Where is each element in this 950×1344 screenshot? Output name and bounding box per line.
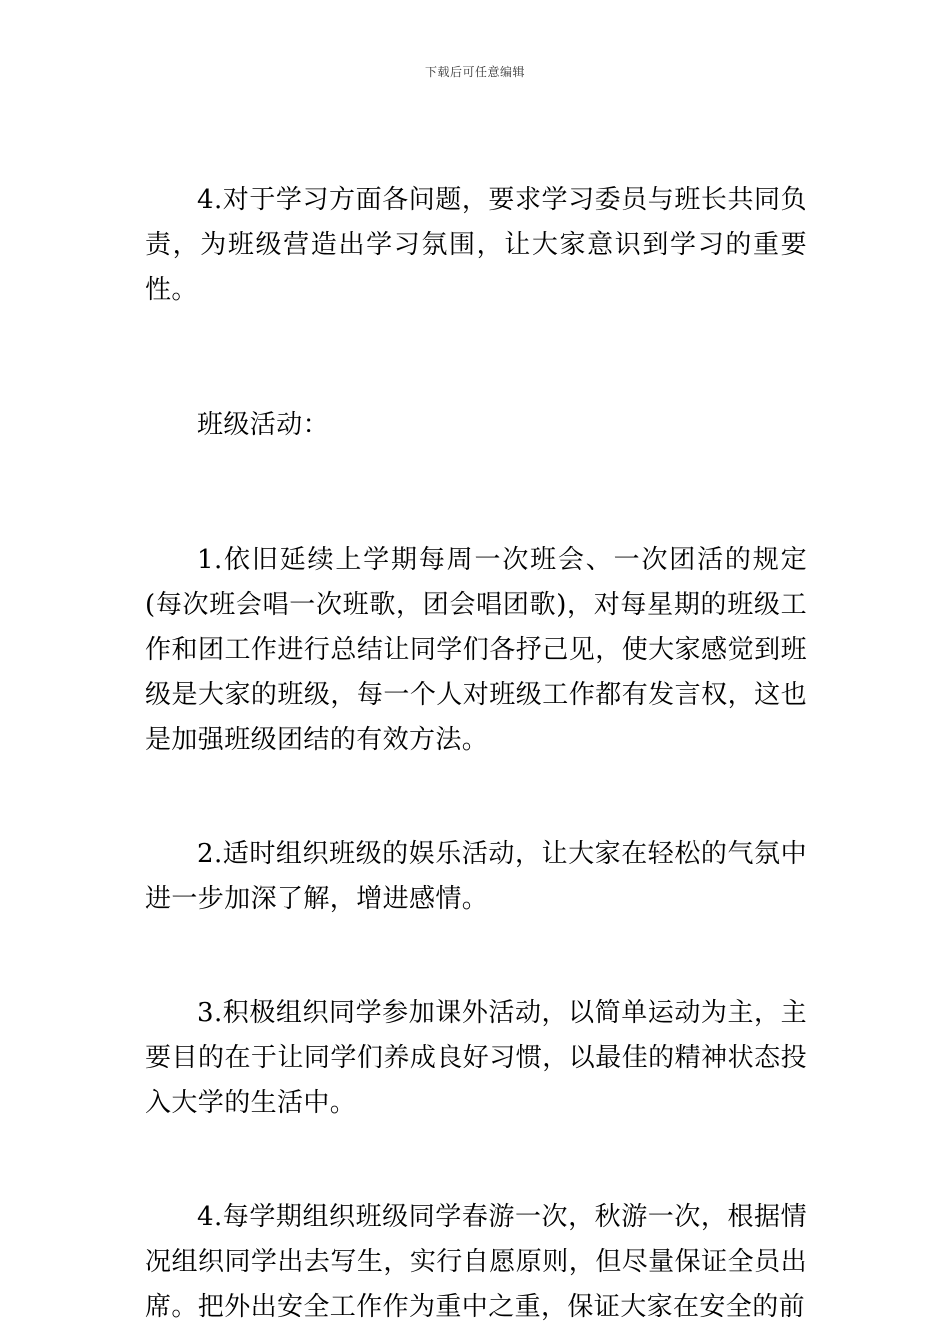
paragraph-weekly-meetings: 1.依旧延续上学期每周一次班会、一次团活的规定(每次班会唱一次班歌，团会唱团歌)，对每星期的班级工作和团工作进行总结让同学们各抒己见，使大家感觉到班级是大家的班级，每一个人对班级工作都有发言权，这也是加强班级团结的有效方法。 bbox=[145, 545, 807, 755]
paragraph-extracurricular-activities: 3.积极组织同学参加课外活动，以简单运动为主，主要目的在于让同学们养成良好习惯，以最佳的精神状态投入大学的生活中。 bbox=[145, 998, 807, 1118]
paragraph-study-responsibility: 4.对于学习方面各问题，要求学习委员与班长共同负责，为班级营造出学习氛围，让大家意识到学习的重要性。 bbox=[145, 185, 807, 305]
paragraph-spring-autumn-outings: 4.每学期组织班级同学春游一次，秋游一次，根据情况组织同学出去写生，实行自愿原则，但尽量保证全员出席。把外出安全工作作为重中之重，保证大家在安全的前 bbox=[145, 1202, 807, 1322]
paragraph-entertainment-activities: 2.适时组织班级的娱乐活动，让大家在轻松的气氛中进一步加深了解，增进感情。 bbox=[145, 839, 807, 914]
page-header: 下载后可任意编辑 bbox=[424, 65, 525, 79]
document-body bbox=[145, 178, 807, 1330]
section-heading-class-activities: 班级活动： bbox=[197, 410, 330, 440]
